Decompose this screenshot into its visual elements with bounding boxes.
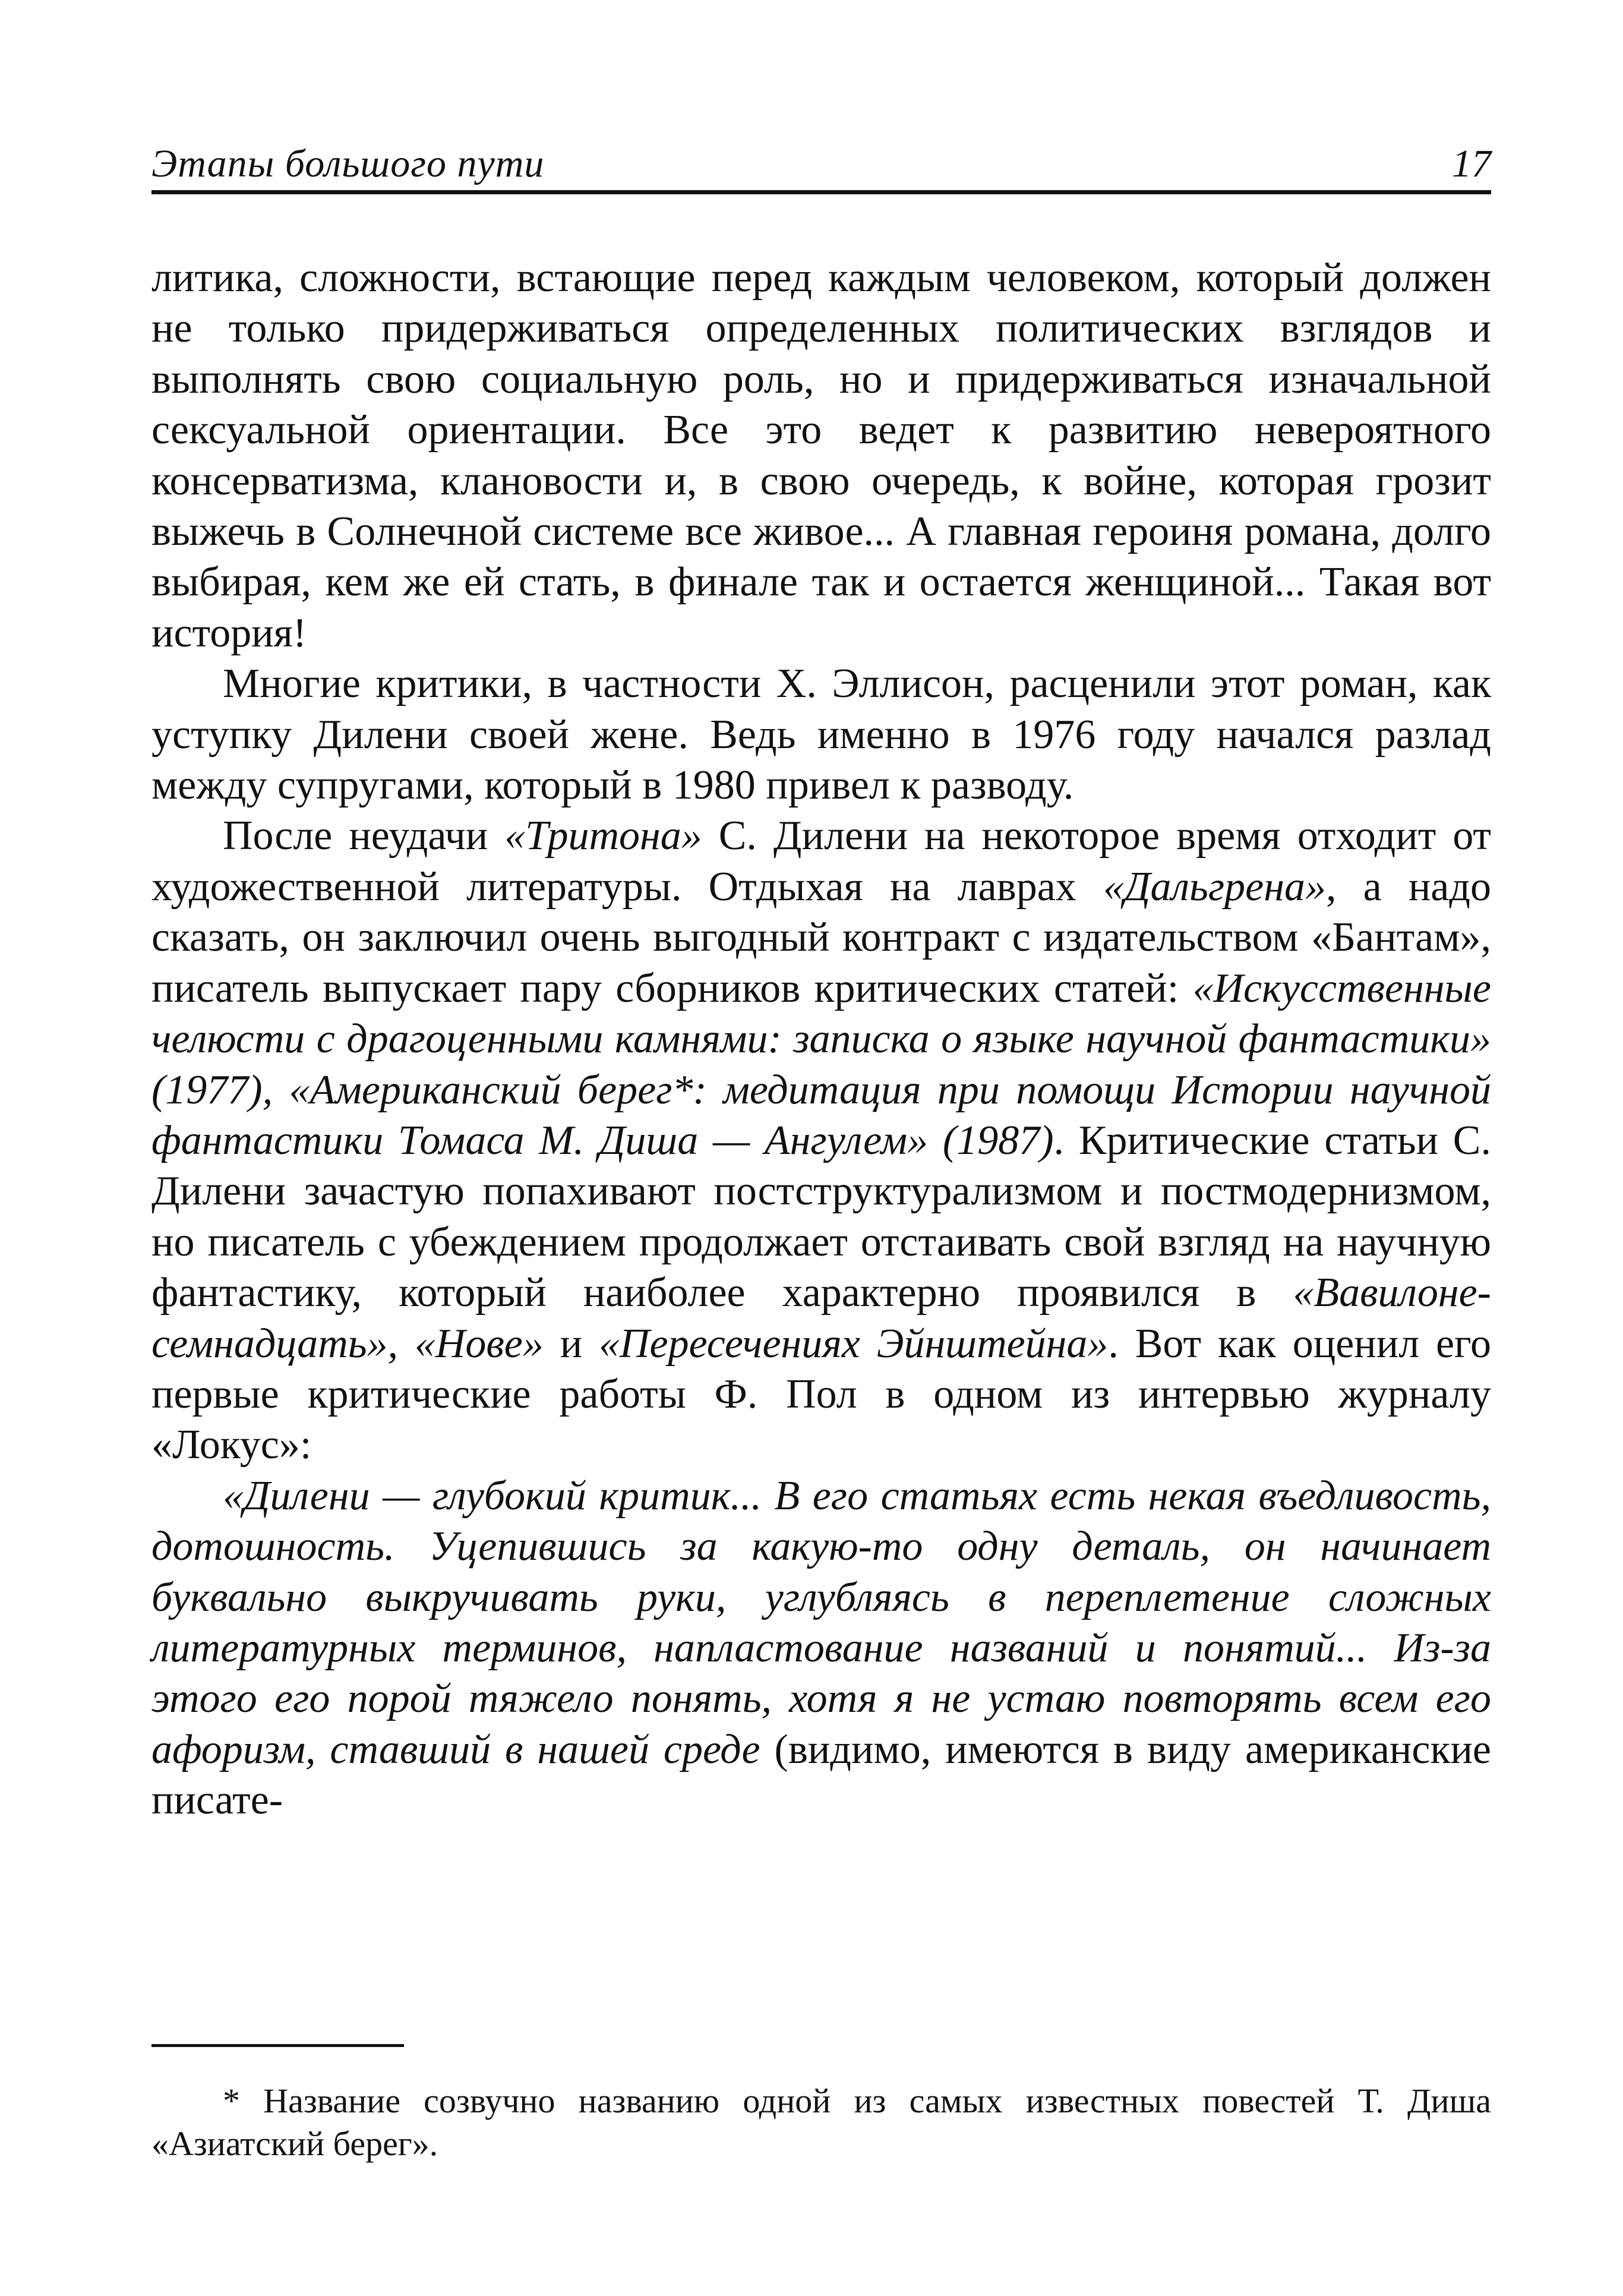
- running-header: [151, 134, 1491, 194]
- italic-title-babel-nova: «Вавилоне-семнадцать», «Нове»: [151, 1270, 1491, 1367]
- footnote: * Название созвучно названию одной из самых известных повестей Т. Диша «Азиатский берег».: [151, 2081, 1491, 2163]
- footnote-divider: [151, 2044, 404, 2047]
- text-run: . Вот как оценил его первые критические работы Ф. Пол в одном из интервью журналу «Локус»:: [151, 1320, 1492, 1468]
- text-run: После неудачи: [223, 813, 505, 859]
- text-run: и: [543, 1320, 599, 1367]
- paragraph-2: Многие критики, в частности X. Эллисон, расценили этот роман, как уступку Дилени своей жене. Ведь именно в 1976 году начался разлад между супругами, который в 1980 привел к разводу.: [151, 661, 1491, 809]
- text-run: . Критические статьи С. Дилени зачастую попахивают постструктурализмом и постмодернизмом, но писатель с убеждением продолжает отстаивать свой взгляд на научную фантастику, который наиболее характерно проявился в: [151, 1117, 1492, 1316]
- italic-book-titles: «Искусственные челюсти с драгоценными камнями: записка о языке научной фантастики» (1977), «Американский берег*: медитация при помощи Истории научной фантастики Томаса М. Диша — Ангулем» (1987): [151, 965, 1491, 1163]
- text-run: С. Дилени на некоторое время отходит от художественной литературы. Отдыхая на лаврах: [151, 813, 1491, 910]
- page-number: 17: [1452, 142, 1491, 185]
- paragraph-1: литика, сложности, встающие перед каждым человеком, который должен не только придерживаться определенных политических взглядов и выполнять свою социальную роль, но и придерживаться изначальной сексуальной ориентации. Все это ведет к развитию невероятного консерватизма, клановости и, в свою очередь, к войне, которая грозит выжечь в Солнечной системе все живое... А главная героиня романа, долго выбирая, кем же ей стать, в финале так и остается женщиной... Такая вот история!: [151, 255, 1491, 656]
- text-run: (видимо, имеются в виду американские писате-: [151, 1726, 1491, 1824]
- body-text: [151, 253, 1491, 1826]
- paragraph-3: [151, 810, 1491, 1470]
- paragraph-4-quote: [151, 1471, 1491, 1826]
- italic-quote: «Дилени — глубокий критик... В его статьях есть некая въедливость, дотошность. Уцепившись за какую-то одну деталь, он начинает буквально выкручивать руки, углубляясь в переплетение сложных литературных терминов, напластование названий и понятий... Из-за этого его порой тяжело понять, хотя я не устаю повторять всем его афоризм, ставший в нашей среде: [151, 1472, 1491, 1773]
- text-run: , а надо сказать, он заключил очень выгодный контракт с издательством «Бантам», писатель выпускает пару сборников критических статей:: [151, 863, 1491, 1011]
- running-title: Этапы большого пути: [151, 142, 545, 185]
- italic-title-einstein: «Пересечениях Эйнштейна»: [598, 1320, 1109, 1367]
- italic-title-dhalgren: «Дальгрена»: [1103, 863, 1326, 910]
- italic-title-triton: «Тритона»: [504, 813, 702, 859]
